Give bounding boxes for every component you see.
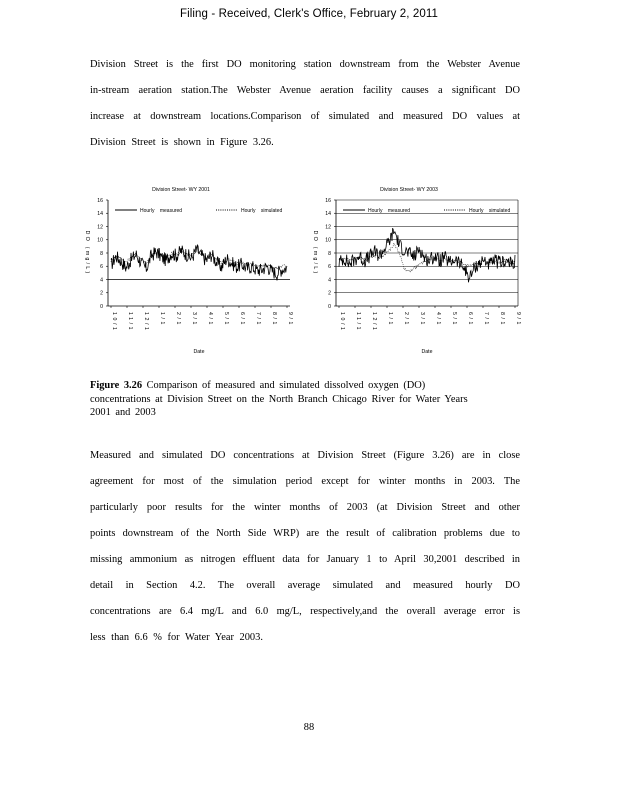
paragraph-intro [90, 52, 520, 156]
x-tick-label: 11/1 [126, 312, 133, 333]
x-tick-label: 1/1 [158, 312, 165, 328]
y-tick-label: 14 [97, 211, 103, 218]
x-tick-label: 9/1 [286, 312, 293, 328]
x-tick-label: 12/1 [370, 312, 377, 333]
chart-wy-2001-svg [78, 183, 298, 358]
chart-title: Division Street- WY 2003 [380, 187, 438, 193]
x-tick-label: 7/1 [482, 312, 489, 328]
x-tick-label: 12/1 [142, 312, 149, 333]
text-line: agreement for most of the simulation period except for winter months in 2003. The [90, 476, 520, 487]
x-tick-label: 4/1 [434, 312, 441, 328]
filing-header: Filing - Received, Clerk's Office, February 2, 2011 [179, 8, 439, 20]
legend-label: Hourly measured [368, 207, 411, 214]
x-tick-label: 1/1 [386, 312, 393, 328]
paragraph-results [90, 443, 520, 651]
figure-caption [90, 379, 520, 420]
series-line-measured [111, 245, 287, 281]
x-tick-label: 3/1 [418, 312, 425, 328]
x-tick-label: 6/1 [466, 312, 473, 328]
caption-line: 2001 and 2003 [90, 407, 156, 418]
caption-text: Comparison of measured and simulated dissolved oxygen (DO) [142, 380, 426, 391]
page-number: 88 [303, 722, 315, 733]
x-tick-label: 3/1 [190, 312, 197, 328]
text-line: detail in Section 4.2. The overall average simulated and measured hourly DO [90, 580, 520, 591]
y-tick-label: 16 [97, 197, 103, 204]
x-tick-label: 4/1 [206, 312, 213, 328]
caption-line [90, 379, 520, 393]
y-tick-label: 12 [325, 224, 331, 231]
y-tick-label: 4 [328, 277, 331, 284]
y-tick-label: 0 [328, 303, 331, 310]
caption-line: concentrations at Division Street on the North Branch Chicago River for Water Years [90, 393, 468, 405]
text-line: points downstream of the North Side WRP) are the result of calibration problems due to [90, 528, 520, 539]
legend-label: Hourly measured [140, 207, 183, 214]
y-tick-label: 8 [100, 250, 103, 257]
x-tick-label: 8/1 [270, 312, 277, 328]
legend-label: Hourly simulated [469, 207, 511, 214]
legend-label: Hourly simulated [241, 207, 283, 214]
x-tick-label: 10/1 [110, 312, 117, 333]
text-line: concentrations are 6.4 mg/L and 6.0 mg/L, respectively,and the overall average error is [90, 606, 520, 617]
text-line: in-stream aeration station.The Webster Avenue aeration facility causes a significant DO [90, 85, 520, 96]
text-line: missing ammonium as nitrogen effluent data for January 1 to April 30,2001 described in [90, 554, 520, 565]
x-tick-label: 9/1 [514, 312, 521, 328]
x-tick-label: 7/1 [254, 312, 261, 328]
y-tick-label: 16 [325, 197, 331, 204]
y-tick-label: 6 [100, 264, 103, 271]
text-line: increase at downstream locations.Comparison of simulated and measured DO values at [90, 111, 520, 122]
y-tick-label: 10 [325, 237, 331, 244]
y-tick-label: 2 [100, 290, 103, 297]
y-tick-label: 2 [328, 290, 331, 297]
x-axis-label: Date [193, 349, 205, 355]
chart-wy-2003 [306, 183, 526, 358]
y-axis-label: DO (mg/L) [84, 230, 90, 276]
chart-title: Division Street- WY 2001 [152, 187, 210, 193]
y-axis-label: DO (mg/L) [312, 230, 318, 276]
x-tick-label: 11/1 [354, 312, 361, 333]
x-tick-label: 8/1 [498, 312, 505, 328]
y-tick-label: 14 [325, 211, 331, 218]
x-tick-label: 2/1 [174, 312, 181, 328]
x-tick-label: 6/1 [238, 312, 245, 328]
y-tick-label: 0 [100, 303, 103, 310]
x-tick-label: 5/1 [450, 312, 457, 328]
chart-wy-2003-svg [306, 183, 526, 358]
text-line: Division Street is shown in Figure 3.26. [90, 137, 274, 148]
y-tick-label: 6 [328, 264, 331, 271]
x-axis-label: Date [421, 349, 433, 355]
series-line-measured [339, 228, 515, 282]
text-line: particularly poor results for the winter months of 2003 (at Division Street and other [90, 502, 520, 513]
text-line: Division Street is the first DO monitoring station downstream from the Webster Avenue [90, 59, 520, 70]
x-tick-label: 10/1 [338, 312, 345, 333]
y-tick-label: 4 [100, 277, 103, 284]
text-line: less than 6.6 % for Water Year 2003. [90, 632, 263, 643]
text-line: Measured and simulated DO concentrations at Division Street (Figure 3.26) are in close [90, 450, 520, 461]
chart-wy-2001 [78, 183, 298, 358]
x-tick-label: 2/1 [402, 312, 409, 328]
y-tick-label: 10 [97, 237, 103, 244]
figure-label: Figure 3.26 [90, 380, 143, 391]
y-tick-label: 8 [328, 250, 331, 257]
x-tick-label: 5/1 [222, 312, 229, 328]
y-tick-label: 12 [97, 224, 103, 231]
